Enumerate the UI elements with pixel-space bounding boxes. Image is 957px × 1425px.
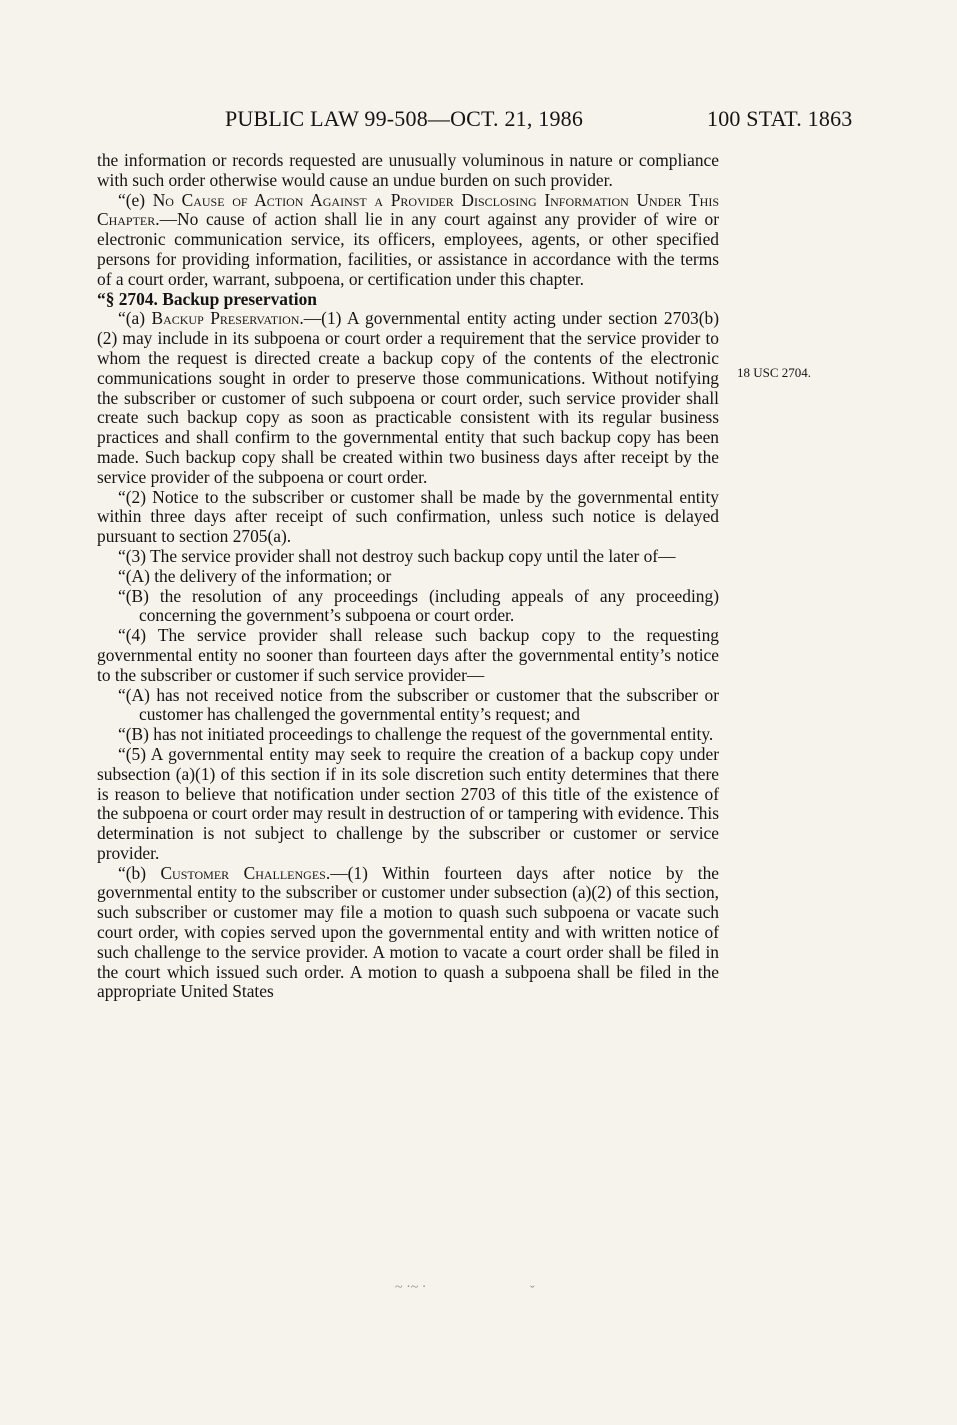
subsection-prefix: “(a) <box>118 308 152 329</box>
header-stat-citation: 100 STAT. 1863 <box>707 106 853 131</box>
paragraph-a5: “(5) A governmental entity may seek to require the creation of a backup copy under subsection (a)(1) of this section if in its sole discretion such entity determines that there is reason to believe that notification under section 2703 of this title of the existence of the subpoena or court order may result in destruction of or tampering with evidence. This determination is not subject to challenge by the subscriber or customer or service provider. <box>97 743 719 863</box>
paragraph-a4A: “(A) has not received notice from the subscriber or customer that the subscriber or customer has challenged the governmental entity’s request; and <box>118 684 719 725</box>
header-title: PUBLIC LAW 99-508—OCT. 21, 1986 <box>225 106 584 131</box>
subsection-prefix: “(b) <box>118 862 161 883</box>
scan-artifact-mark: ˇ <box>530 1284 535 1299</box>
section-heading: “§ 2704. Backup preservation <box>97 288 317 309</box>
scan-artifact-mark: ~ ·~ · <box>395 1280 427 1295</box>
paragraph-a4B: “(B) has not initiated proceedings to challenge the request of the governmental entity. <box>118 724 714 745</box>
paragraph-a3A: “(A) the delivery of the information; or <box>118 565 392 586</box>
subsection-prefix: “(e) <box>118 189 153 210</box>
margin-citation: 18 USC 2704. <box>737 365 812 380</box>
subsection-heading: Backup Preservation. <box>151 308 304 329</box>
paragraph-a3B: “(B) the resolution of any proceedings (including appeals of any proceeding) concerning the government’s subpoena or court order. <box>118 585 719 626</box>
body-text <box>97 151 719 1002</box>
paragraph-a2: “(2) Notice to the subscriber or customer shall be made by the governmental entity within three days after receipt of such confirmation, unless such notice is delayed pursuant to section 2705(a). <box>97 486 719 547</box>
subsection-text: —(1) Within fourteen days after notice by the governmental entity to the subscriber or customer under subsection (a)(2) of this section, such subscriber or customer may file a motion to quash such subpoena or vacate such court order, with copies served upon the governmental entity and with written notice of such challenge to the service provider. A motion to vacate a court order shall be filed in the court which issued such order. A motion to quash a subpoena shall be filed in the appropriate United States <box>97 862 719 1002</box>
subsection-text: —No cause of action shall lie in any court against any provider of wire or electronic communication service, its officers, employees, agents, or other specified persons for providing information, facilities, or assistance in accordance with the terms of a court order, warrant, subpoena, or certification under this chapter. <box>97 209 719 289</box>
subsection-heading: No Cause of Action Against a Provider Disclosing Information Under This Chapter. <box>97 189 719 230</box>
paragraph-a3: “(3) The service provider shall not destroy such backup copy until the later of— <box>118 545 676 566</box>
running-header <box>0 106 957 136</box>
paragraph-subsection-e <box>97 191 719 290</box>
subsection-heading: Customer Challenges. <box>160 862 331 883</box>
paragraph-subsection-a1 <box>97 309 719 487</box>
paragraph-subsection-b1 <box>97 864 719 1003</box>
paragraph-a4: “(4) The service provider shall release such backup copy to the requesting governmental entity no sooner than fourteen days after the governmental entity’s notice to the subscriber or customer if such service provider— <box>97 625 719 685</box>
subsection-text: —(1) A governmental entity acting under section 2703(b)(2) may include in its subpoena or court order a requirement that the service provider to whom the request is directed create a backup copy of the contents of the electronic communications sought in order to preserve those communications. Without notifying the subscriber or customer of such subpoena or court order, such service provider shall create such backup copy as soon as practicable consistent with its regular business practices and shall confirm to the governmental entity that such backup copy has been made. Such backup copy shall be created within two business days after receipt by the service provider of the subpoena or court order. <box>97 308 719 487</box>
paragraph-continuation: the information or records requested are unusually voluminous in nature or compliance with such order otherwise would cause an undue burden on such provider. <box>97 150 719 190</box>
